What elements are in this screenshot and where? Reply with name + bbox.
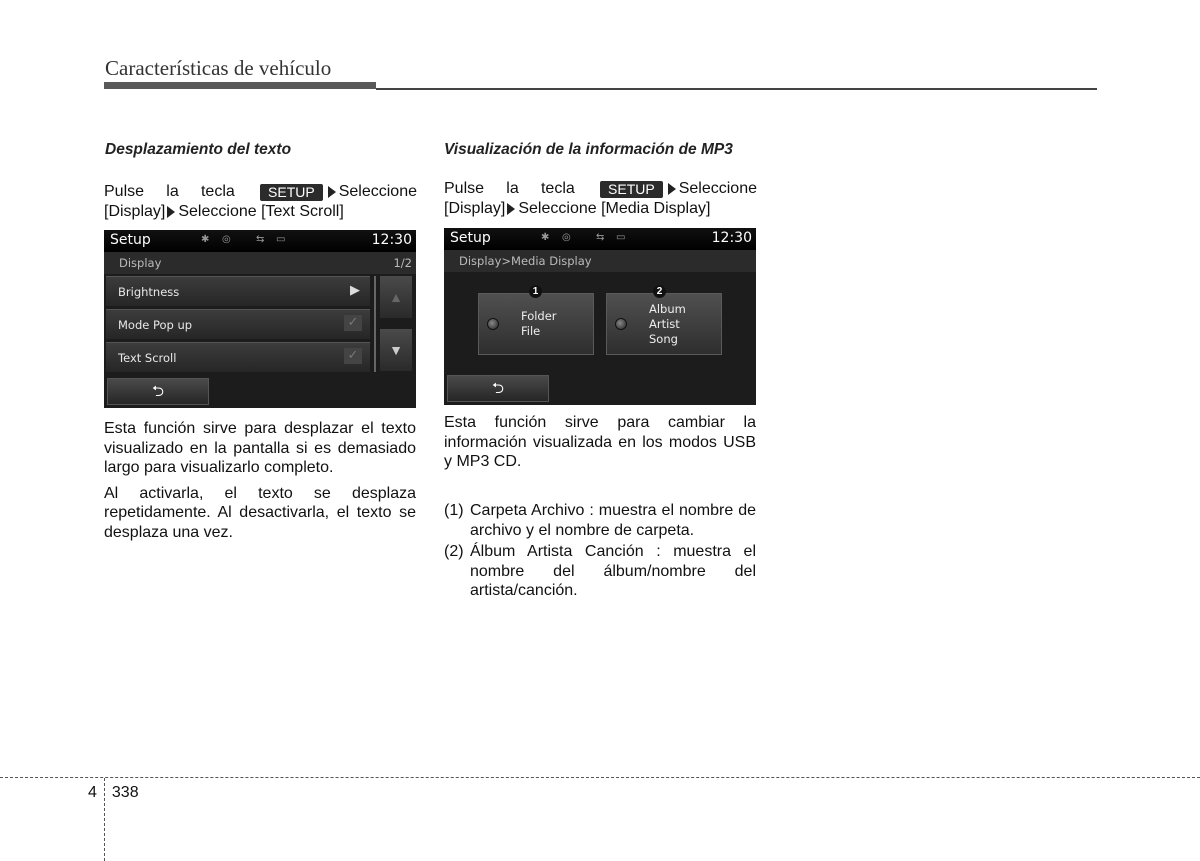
chapter-number: 4 — [88, 784, 97, 801]
instr-word: la — [506, 180, 519, 197]
option-folder-file[interactable] — [478, 293, 594, 355]
instr-word: tecla — [540, 180, 575, 197]
arrow-right-icon — [167, 206, 175, 218]
radio-button[interactable] — [487, 318, 499, 330]
instr-word: Seleccione — [678, 180, 757, 197]
arrow-right-icon — [507, 203, 515, 215]
instr-word: Seleccione — [338, 183, 417, 200]
battery-icon: ▭ — [276, 234, 286, 245]
usb-icon: ⇆ — [596, 232, 605, 243]
list-item — [444, 501, 756, 540]
scrollbar-track[interactable] — [374, 276, 376, 372]
option-line: File — [521, 324, 541, 338]
screen-title: Setup — [450, 230, 491, 246]
paragraph: Al activarla, el texto se desplaza repetidamente. Al desactivarla, el texto se desplaza una vez. — [104, 484, 416, 541]
list-text: Álbum Artista Canción : muestra el nombre del álbum/nombre del artista/canción. — [470, 543, 756, 599]
checkbox-icon[interactable]: ✓ — [344, 315, 362, 331]
left-instruction — [104, 182, 417, 222]
arrow-right-icon — [328, 186, 336, 198]
play-arrow-icon: ▶ — [350, 283, 360, 298]
callout-number-1: 1 — [529, 285, 542, 298]
menu-item-brightness[interactable] — [106, 276, 370, 306]
back-button[interactable]: ⮌ — [107, 378, 209, 405]
scroll-down-button[interactable]: ▼ — [380, 329, 412, 371]
list-marker: (1) — [444, 502, 464, 519]
right-list — [444, 501, 756, 603]
option-line: Folder — [521, 309, 557, 323]
right-subheading: Visualización de la información de MP3 — [444, 141, 733, 158]
clock: 12:30 — [711, 230, 752, 246]
header-rule-thick — [104, 82, 376, 89]
arrow-right-icon — [668, 183, 676, 195]
screen-subtitle: Display>Media Display — [459, 254, 592, 268]
list-marker: (2) — [444, 543, 464, 560]
footer-divider — [0, 777, 1200, 778]
right-description — [444, 413, 756, 478]
instr-select: Seleccione [Media Display] — [518, 200, 711, 217]
setup-screen-text-scroll — [104, 230, 416, 408]
list-text: Carpeta Archivo : muestra el nombre de archivo y el nombre de carpeta. — [470, 502, 756, 539]
left-description — [104, 419, 416, 548]
right-instruction — [444, 179, 757, 219]
instr-word: la — [166, 183, 179, 200]
scroll-up-button[interactable]: ▲ — [380, 276, 412, 318]
menu-item-text-scroll[interactable] — [106, 342, 370, 372]
screen-title: Setup — [110, 232, 151, 248]
option-line: Album — [649, 302, 686, 316]
radio-button[interactable] — [615, 318, 627, 330]
page-indicator: 1/2 — [393, 256, 412, 270]
bluetooth-icon: ✱ — [201, 234, 210, 245]
header-rule-thin — [376, 88, 1097, 90]
screen-subtitle-bar — [104, 252, 416, 274]
instr-word: Pulse — [444, 180, 485, 197]
screen-subtitle-bar — [444, 250, 756, 272]
paragraph: Esta función sirve para desplazar el texto visualizado en la pantalla si es demasiado largo para visualizarlo completo. — [104, 420, 416, 476]
instr-word: tecla — [200, 183, 235, 200]
instr-word: Pulse — [104, 183, 145, 200]
status-bar — [444, 228, 756, 250]
callout-number-2: 2 — [653, 285, 666, 298]
screen-subtitle: Display — [119, 256, 162, 270]
menu-item-label: Mode Pop up — [118, 318, 193, 332]
list-item — [444, 542, 756, 601]
setup-key: SETUP — [600, 181, 663, 198]
instr-display: [Display] — [104, 203, 166, 220]
page-number-value: 338 — [111, 784, 139, 801]
option-line: Artist — [649, 317, 680, 331]
option-line: Song — [649, 332, 678, 346]
instr-display: [Display] — [444, 200, 506, 217]
option-album-artist-song[interactable] — [606, 293, 722, 355]
battery-icon: ▭ — [616, 232, 626, 243]
checkbox-icon[interactable]: ✓ — [344, 348, 362, 364]
menu-item-label: Text Scroll — [118, 351, 177, 365]
instr-select: Seleccione [Text Scroll] — [178, 203, 344, 220]
setup-screen-media-display — [444, 228, 756, 405]
menu-item-label: Brightness — [118, 285, 180, 299]
menu-item-mode-pop-up[interactable] — [106, 309, 370, 339]
status-bar — [104, 230, 416, 252]
clock: 12:30 — [371, 232, 412, 248]
back-button[interactable]: ⮌ — [447, 375, 549, 402]
page-number — [88, 784, 139, 802]
disc-icon: ◎ — [222, 234, 231, 245]
disc-icon: ◎ — [562, 232, 571, 243]
setup-key: SETUP — [260, 184, 323, 201]
usb-icon: ⇆ — [256, 234, 265, 245]
left-subheading: Desplazamiento del texto — [105, 141, 292, 158]
section-header-title: Características de vehículo — [105, 56, 332, 80]
paragraph: Esta función sirve para cambiar la información visualizada en los modos USB y MP3 CD. — [444, 414, 756, 470]
bluetooth-icon: ✱ — [541, 232, 550, 243]
